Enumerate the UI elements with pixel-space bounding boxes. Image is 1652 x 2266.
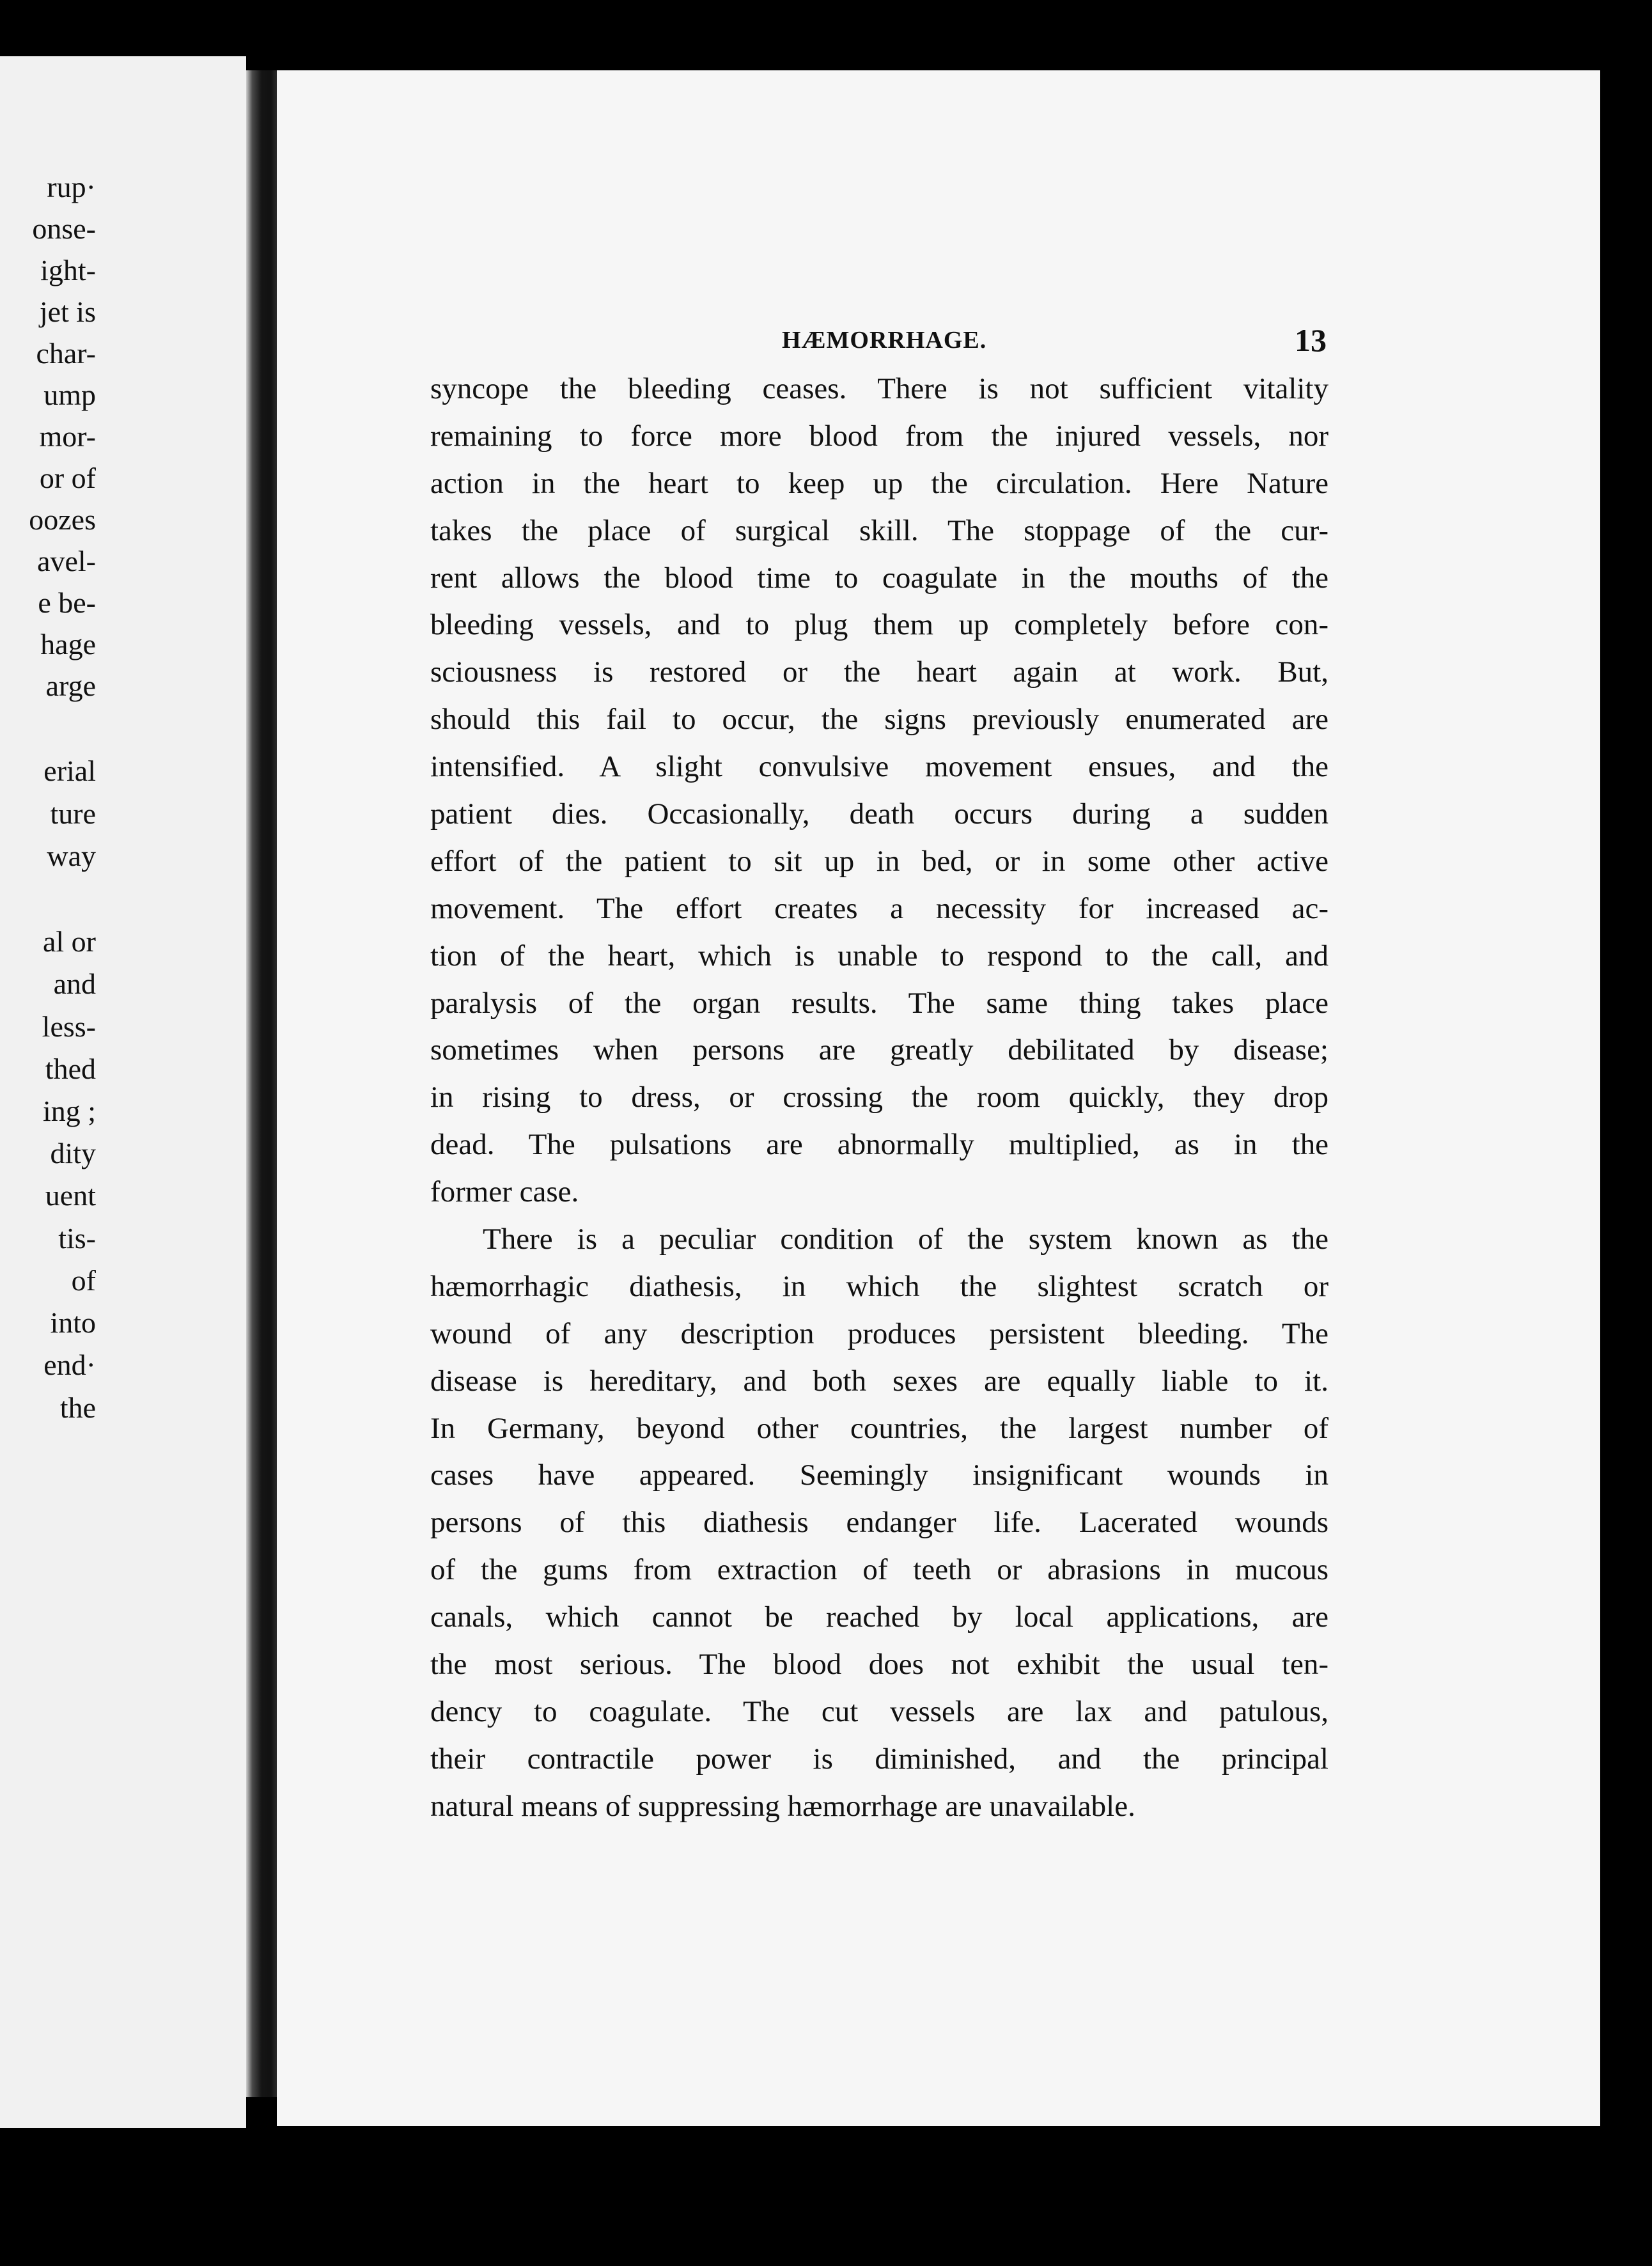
left-page <box>0 56 246 2128</box>
text-line: disease is hereditary, and both sexes are equally liable to it. <box>430 1364 1329 1398</box>
left-page-fragment: ight- <box>40 254 96 286</box>
text-line: In Germany, beyond other countries, the largest number of <box>430 1411 1329 1445</box>
left-page-fragment: into <box>50 1306 96 1339</box>
text-line: dency to coagulate. The cut vessels are lax and patulous, <box>430 1694 1329 1728</box>
left-page-fragment: mor- <box>39 420 96 453</box>
page-number: 13 <box>1295 322 1327 358</box>
left-page-fragment: of <box>71 1264 96 1297</box>
left-page-fragment: ture <box>50 797 96 830</box>
text-line: tion of the heart, which is unable to respond to the call, and <box>430 939 1329 973</box>
left-page-fragment: jet is <box>39 295 96 328</box>
running-title: HÆMORRHAGE. <box>782 327 987 354</box>
text-line: action in the heart to keep up the circulation. Here Nature <box>430 466 1329 500</box>
left-page-fragment: or of <box>39 462 96 494</box>
text-line: former case. <box>430 1175 579 1209</box>
left-page-fragment: and <box>53 967 96 1000</box>
left-page-fragment: al or <box>42 925 96 958</box>
left-page-fragment: e be- <box>38 586 96 619</box>
book-gutter <box>246 70 277 2097</box>
text-line: sciousness is restored or the heart again at work. But, <box>430 655 1329 689</box>
text-line: hæmorrhagic diathesis, in which the slightest scratch or <box>430 1269 1329 1303</box>
text-line: of the gums from extraction of teeth or abrasions in mucous <box>430 1553 1329 1587</box>
left-page-fragment: dity <box>50 1137 96 1169</box>
text-line: dead. The pulsations are abnormally multiplied, as in the <box>430 1128 1329 1162</box>
text-line: canals, which cannot be reached by local applications, are <box>430 1600 1329 1634</box>
left-page-fragment: rup· <box>47 171 96 203</box>
left-page-fragment: tis- <box>58 1222 96 1254</box>
left-page-fragment: ump <box>43 379 96 411</box>
left-page-fragment: oozes <box>29 503 96 536</box>
left-page-fragment: end· <box>43 1348 96 1381</box>
text-line: should this fail to occur, the signs previously enumerated are <box>430 703 1329 737</box>
text-line: wound of any description produces persistent bleeding. The <box>430 1317 1329 1350</box>
text-line: remaining to force more blood from the injured vessels, nor <box>430 419 1329 453</box>
text-line: syncope the bleeding ceases. There is not sufficient vitality <box>430 372 1329 405</box>
body-text <box>430 366 1329 1831</box>
text-line: their contractile power is diminished, and the principal <box>430 1742 1329 1776</box>
left-page-fragment: onse- <box>32 212 96 245</box>
text-line: There is a peculiar condition of the system known as the <box>483 1223 1329 1256</box>
text-line: intensified. A slight convulsive movement ensues, and the <box>430 750 1329 784</box>
text-line: paralysis of the organ results. The same thing takes place <box>430 986 1329 1020</box>
text-line: the most serious. The blood does not exhibit the usual ten- <box>430 1648 1329 1682</box>
text-line: takes the place of surgical skill. The stoppage of the cur- <box>430 513 1329 547</box>
left-page-fragment: hage <box>40 628 96 660</box>
text-line: patient dies. Occasionally, death occurs during a sudden <box>430 797 1329 831</box>
left-page-fragment: ing ; <box>42 1095 96 1127</box>
text-line: cases have appeared. Seemingly insignificant wounds in <box>430 1458 1329 1492</box>
left-page-edge-text <box>0 56 96 2128</box>
right-page <box>277 70 1600 2126</box>
left-page-fragment: thed <box>45 1052 96 1085</box>
text-line: movement. The effort creates a necessity for increased ac- <box>430 891 1329 925</box>
left-page-fragment: uent <box>45 1179 96 1212</box>
left-page-fragment: erial <box>43 754 96 787</box>
left-page-fragment: way <box>47 840 96 872</box>
text-line: effort of the patient to sit up in bed, or in some other active <box>430 844 1329 878</box>
text-line: bleeding vessels, and to plug them up completely before con- <box>430 608 1329 642</box>
left-page-fragment: the <box>59 1391 96 1424</box>
text-line: sometimes when persons are greatly debilitated by disease; <box>430 1033 1329 1067</box>
text-line: natural means of suppressing hæmorrhage are unavailable. <box>430 1789 1135 1823</box>
left-page-fragment: less- <box>42 1010 96 1043</box>
text-line: rent allows the blood time to coagulate in the mouths of the <box>430 561 1329 595</box>
left-page-fragment: avel- <box>37 545 96 577</box>
text-line: in rising to dress, or crossing the room quickly, they drop <box>430 1081 1329 1114</box>
left-page-fragment: char- <box>36 337 96 370</box>
text-line: persons of this diathesis endanger life. Lacerated wounds <box>430 1506 1329 1540</box>
left-page-fragment: arge <box>45 669 96 702</box>
